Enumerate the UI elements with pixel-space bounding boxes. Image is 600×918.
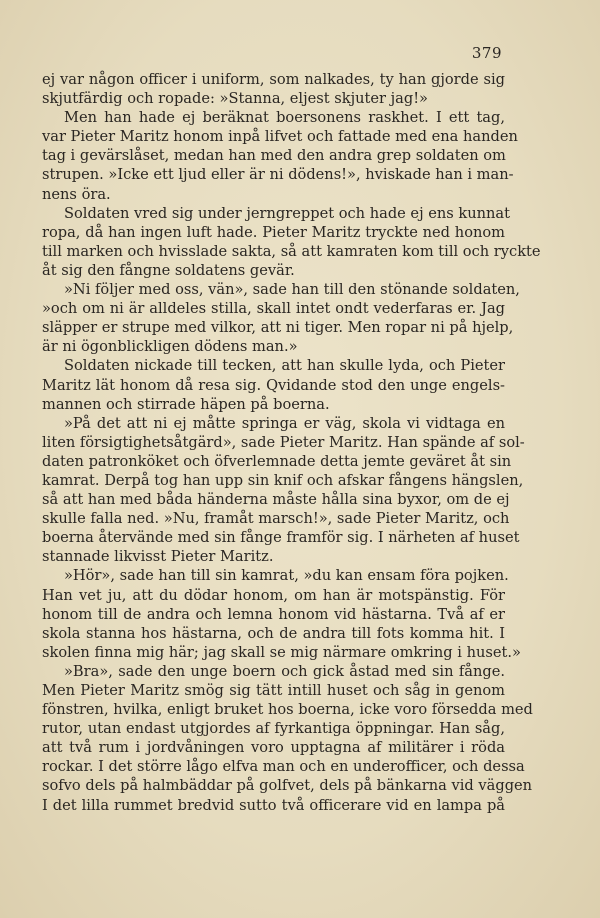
text-line: fönstren, hvilka, enligt bruket hos boerna, icke voro försedda med (42, 701, 533, 719)
text-line: åt sig den fångne soldatens gevär. (42, 261, 295, 279)
text-line: var Pieter Maritz honom inpå lifvet och fattade med ena handen (42, 128, 518, 146)
text-line: »Hör», sade han till sin kamrat, »du kan ensam föra pojken. (64, 567, 509, 585)
text-line: I det lilla rummet bredvid sutto två officerare vid en lampa på (42, 796, 505, 814)
text-line: Soldaten vred sig under jerngreppet och hade ej ens kunnat (64, 204, 511, 222)
text-line: skola stanna hos hästarna, och de andra till fots komma hit. I (42, 624, 505, 642)
text-line: Han vet ju, att du dödar honom, om han är motspänstig. För (42, 586, 505, 604)
text-line: ropa, då han ingen luft hade. Pieter Maritz tryckte ned honom (42, 223, 505, 241)
text-line: kamrat. Derpå tog han upp sin knif och afskar fångens hängslen, (42, 471, 524, 489)
text-line: boerna återvände med sin fånge framför sig. I närheten af huset (42, 529, 520, 547)
text-line: skulle falla ned. »Nu, framåt marsch!», sade Pieter Maritz, och (42, 510, 510, 528)
text-line: rutor, utan endast utgjordes af fyrkantiga öppningar. Han såg, (42, 720, 505, 738)
text-line: daten patronköket och öfverlemnade detta jemte geväret åt sin (42, 452, 512, 470)
text-line: sofvo dels på halmbäddar på golfvet, dels på bänkarna vid väggen (42, 777, 533, 795)
text-line: ej var någon officer i uniform, som nalkades, ty han gjorde sig (42, 71, 505, 88)
text-line: »Ni följer med oss, vän», sade han till den stönande soldaten, (64, 281, 520, 299)
text-line: »Bra», sade den unge boern och gick åstad med sin fånge. (64, 662, 505, 680)
text-line: strupen. »Icke ett ljud eller är ni dödens!», hviskade han i man- (42, 166, 514, 184)
text-line: liten försigtighetsåtgärd», sade Pieter Maritz. Han spände af sol- (42, 433, 525, 451)
text-line: Men han hade ej beräknat boersonens raskhet. I ett tag, (64, 109, 505, 127)
text-line: nens öra. (42, 185, 111, 203)
text-line: »och om ni är alldeles stilla, skall intet ondt vederfaras er. Jag (42, 300, 505, 318)
text-line: så att han med båda händerna måste hålla sina byxor, om de ej (42, 491, 510, 509)
text-line: är ni ögonblickligen dödens man.» (42, 338, 298, 356)
text-line: att två rum i jordvåningen voro upptagna af militärer i röda (42, 739, 505, 757)
text-line: Maritz lät honom då resa sig. Qvidande stod den unge engels- (42, 376, 505, 394)
text-line: skolen finna mig här; jag skall se mig närmare omkring i huset.» (42, 643, 521, 661)
text-line: rockar. I det större lågo elfva man och en underofficer, och dessa (42, 758, 525, 776)
text-line: mannen och stirrade häpen på boerna. (42, 395, 330, 413)
text-line: tag i gevärslåset, medan han med den andra grep soldaten om (42, 147, 506, 165)
page-number: 379 (471, 44, 502, 62)
text-line: skjutfärdig och ropade: »Stanna, eljest skjuter jag!» (42, 90, 428, 108)
text-line: släpper er strupe med vilkor, att ni tiger. Men ropar ni på hjelp, (42, 319, 514, 337)
text-line: stannade likvisst Pieter Maritz. (42, 548, 274, 566)
text-line: »På det att ni ej måtte springa er väg, skola vi vidtaga en (64, 414, 505, 432)
text-line: Men Pieter Maritz smög sig tätt intill huset och såg in genom (42, 682, 505, 699)
body-text (42, 70, 541, 815)
text-line: till marken och hvisslade sakta, så att kamraten kom till och ryckte (42, 242, 541, 260)
text-line: honom till de andra och lemna honom vid hästarna. Två af er (42, 605, 505, 623)
text-line: Soldaten nickade till tecken, att han skulle lyda, och Pieter (64, 357, 505, 375)
